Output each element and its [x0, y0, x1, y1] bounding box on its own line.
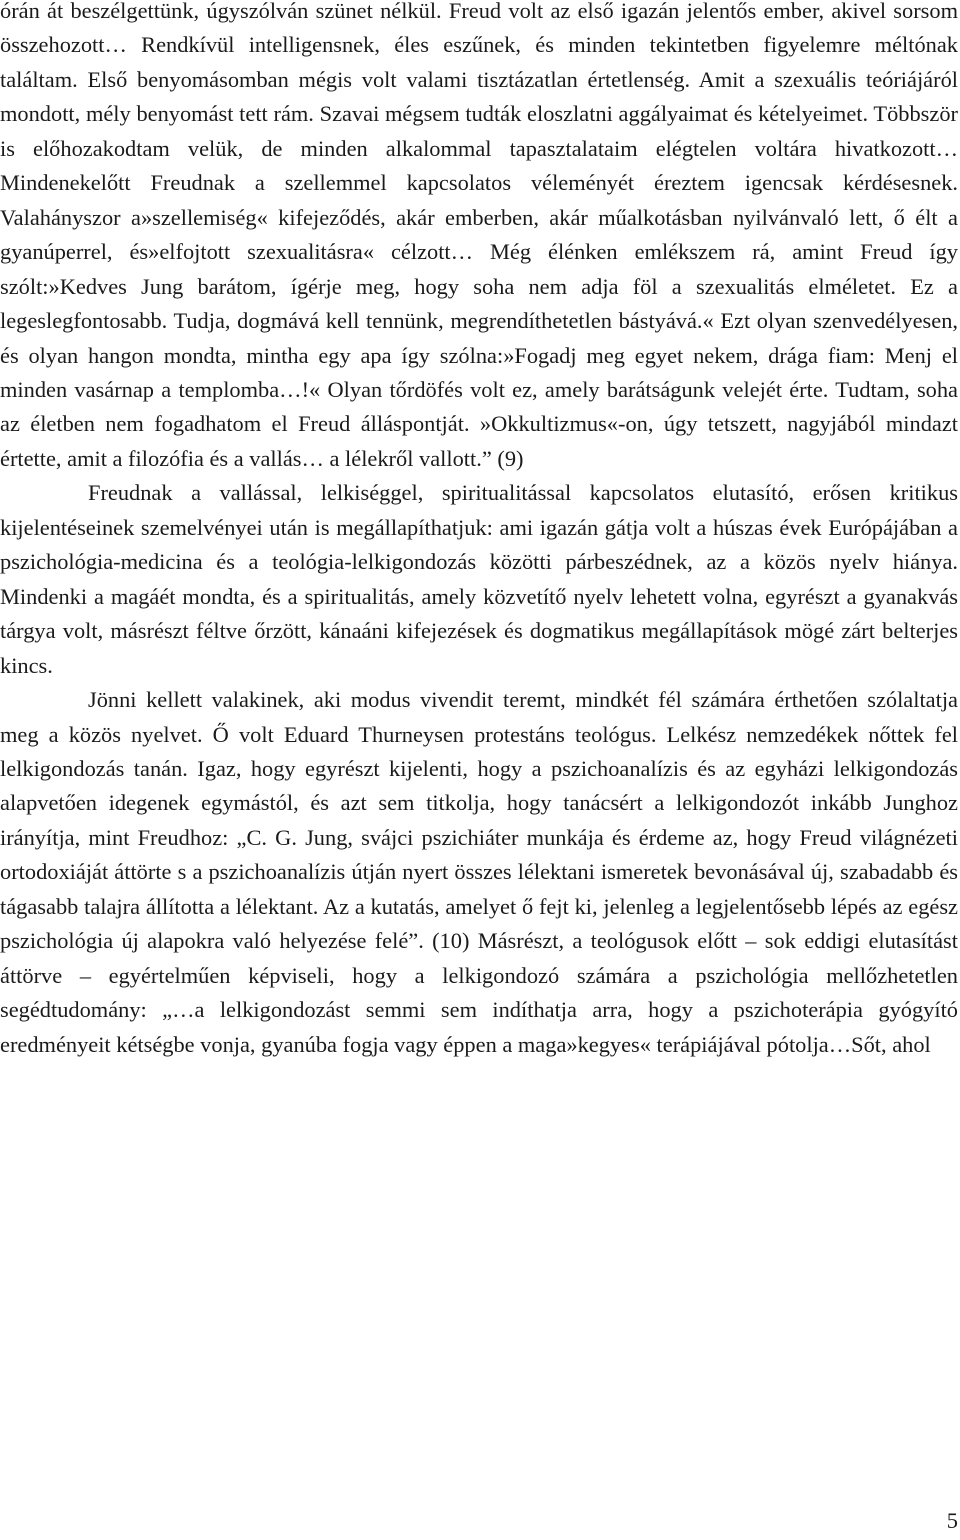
paragraph-3: Jönni kellett valakinek, aki modus vivendit teremt, mindkét fél számára érthetően szólaltatja meg a közös nyelvet. Ő volt Eduard Thurneysen protestáns teológus. Lelkész nemzedékek nőttek fel lelkigondozás tanán. Igaz, hogy egyrészt kijelenti, hogy a pszichoanalízis és az egyházi lelkigondozás alapvetően idegenek egymástól, és azt sem titkolja, hogy tanácsért a lelkigondozót inkább Junghoz irányítja, mint Freudhoz: „C. G. Jung, svájci pszichiáter munkája és érdeme az, hogy Freud világnézeti ortodoxiáját áttörte s a pszichoanalízis útján nyert összes lélektani ismeretek bevonásával új, szabadabb és tágasabb talajra állította a lélektant. Az a kutatás, amelyet ő fejt ki, jelenleg a legjelentősebb lépés az egész pszichológia új alapokra való helyezése felé”. (10) Másrészt, a teológusok előtt – sok eddigi elutasítást áttörve – egyértelműen képviseli, hogy a lelkigondozó számára a pszichológia mellőzhetetlen segédtudomány: „…a lelkigondozást semmi sem indíthatja arra, hogy a pszichoterápia gyógyító eredményeit kétségbe vonja, gyanúba fogja vagy éppen a maga»kegyes« terápiájával pótolja…Sőt, ahol	[0, 687, 958, 1057]
paragraph-1: órán át beszélgettünk, úgyszólván szünet nélkül. Freud volt az első igazán jelentős ember, akivel sorsom összehozott… Rendkívül intelligensnek, éles eszűnek, és minden tekintetben figyelemre méltónak találtam. Első benyomásomban mégis volt valami tisztázatlan értetlenség. Amit a szexuális teóriájáról mondott, mély benyomást tett rám. Szavai mégsem tudták eloszlatni aggályaimat és kételyeimet. Többször is előhozakodtam velük, de minden alkalommal tapasztalataim elégtelen voltára hivatkozott… Mindenekelőtt Freudnak a szellemmel kapcsolatos véleményét éreztem igencsak kérdésesnek. Valahányszor a»szellemiség« kifejeződés, akár emberben, akár műalkotásban nyilvánvaló lett, ő élt a gyanúperrel, és»elfojtott szexualitásra« célzott… Még élénken emlékszem rá, amint Freud így szólt:»Kedves Jung barátom, ígérje meg, hogy soha nem adja föl a szexualitás elméletet. Ez a legeslegfontosabb. Tudja, dogmává kell tennünk, megrendíthetetlen bástyává.« Ezt olyan szenvedélyesen, és olyan hangon mondta, mintha egy apa így szólna:»Fogadj meg egyet nekem, drága fiam: Menj el minden vasárnap a templomba…!« Olyan tőrdöfés volt ez, amely barátságunk velejét érte. Tudtam, soha az életben nem fogadhatom el Freud álláspontját. »Okkultizmus«-on, úgy tetszett, nagyjából mindazt értette, amit a filozófia és a vallás… a lélekről vallott.” (9)	[0, 0, 958, 471]
paragraph-2: Freudnak a vallással, lelkiséggel, spiritualitással kapcsolatos elutasító, erősen kritikus kijelentéseinek szemelvényei után is megállapíthatjuk: ami igazán gátja volt a húszas évek Európájában a pszichológia-medicina és a teológia-lelkigondozás közötti párbeszédnek, az a közös nyelv hiánya. Mindenki a magáét mondta, és a spiritualitás, amely közvetítő nyelv lehetett volna, egyrészt a gyanakvás tárgya volt, másrészt féltve őrzött, kánaáni kifejezések és dogmatikus megállapítások mögé zárt belterjes kincs.	[0, 480, 958, 678]
page-number: 5	[946, 1508, 958, 1533]
